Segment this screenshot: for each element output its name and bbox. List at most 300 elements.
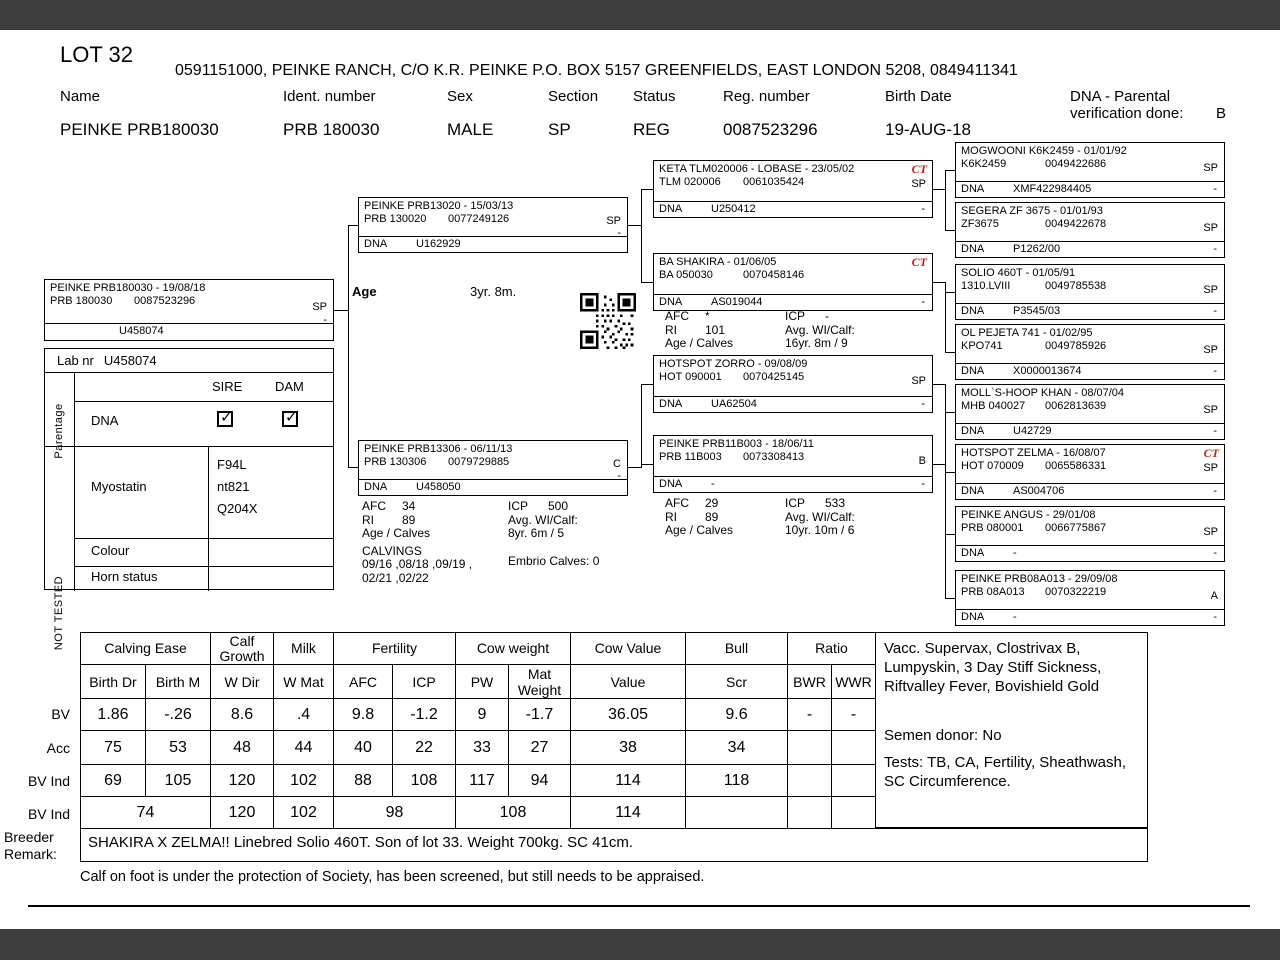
acc-cell: 75 — [81, 731, 146, 765]
dna-label: DNA — [961, 365, 985, 377]
col-header-mat-weight: Mat Weight — [509, 665, 571, 699]
icp-value: 500 — [548, 499, 569, 513]
ri-value: 89 — [705, 509, 719, 524]
pedigree-connector — [945, 292, 955, 293]
field-value-birth: 19-AUG-18 — [885, 120, 971, 139]
sire-column-header: SIRE — [212, 379, 243, 394]
bv-ind-merged-cell: 120 — [211, 797, 274, 829]
breeder-address: 0591151000, PEINKE RANCH, C/O K.R. PEINKE P.O. BOX 5157 GREENFIELDS, EAST LONDON 5208, 0849411341 — [175, 62, 1018, 79]
bv-ind-cell: 88 — [334, 765, 393, 797]
pedigree-connector — [945, 598, 955, 599]
animal-id: K6K2459 — [961, 158, 1007, 170]
animal-name: OL PEJETA 741 - 01/02/95 — [961, 327, 1093, 339]
dna-value: AS019044 — [711, 296, 763, 308]
pedigree-connector — [945, 384, 946, 473]
dash: - — [323, 314, 327, 326]
stats-dam-right — [508, 500, 599, 568]
parentage-vertical-label: Parentage — [53, 403, 65, 459]
animal-id: HOT 070009 — [961, 460, 1024, 472]
acc-cell — [832, 731, 876, 765]
avg-wi-calf-label: Avg. WI/Calf: — [508, 512, 578, 527]
pedigree-box-gg-08a013 — [955, 570, 1225, 626]
pedigree-connector — [641, 384, 642, 468]
calvings-dates-1: 09/16 ,08/18 ,09/19 , — [362, 557, 473, 571]
bv-ind-cell — [788, 765, 832, 797]
field-label-name: Name — [60, 88, 101, 105]
col-header-w-dir: W Dir — [211, 665, 274, 699]
animal-reg-number: 0065586331 — [1045, 460, 1107, 472]
lab-number: U458074 — [119, 325, 164, 337]
lot-number: LOT 32 — [60, 42, 133, 67]
dash: - — [1213, 243, 1217, 255]
col-header-w-mat: W Mat — [274, 665, 334, 699]
ri-value: 101 — [705, 322, 726, 337]
animal-name: SEGERA ZF 3675 - 01/01/93 — [961, 205, 1103, 217]
bv-ind-merged-cell: 98 — [334, 797, 456, 829]
age-value: 3yr. 8m. — [470, 284, 517, 299]
bv-cell: -1.2 — [393, 699, 456, 731]
animal-id: PRB 130020 — [364, 213, 427, 225]
col-header-pw: PW — [456, 665, 509, 699]
animal-reg-number: 0079729885 — [448, 456, 510, 468]
animal-name: HOTSPOT ZORRO - 09/08/09 — [659, 358, 808, 370]
animal-id: KPO741 — [961, 340, 1003, 352]
pedigree-box-gg-mogwooni — [955, 142, 1225, 198]
animal-id: HOT 090001 — [659, 371, 722, 383]
dna-value: U42729 — [1013, 425, 1052, 437]
animal-id: MHB 040027 — [961, 400, 1026, 412]
dash: - — [617, 227, 621, 239]
animal-id: 1310.LVIII — [961, 280, 1011, 292]
dash: - — [1213, 183, 1217, 195]
breeder-remark-box — [80, 828, 1148, 862]
pedigree-box-gp-shakira — [653, 253, 933, 311]
dam-dna-checkbox — [282, 411, 298, 427]
dash: - — [921, 478, 925, 490]
afc-label: AFC — [362, 499, 386, 513]
afc-value: 29 — [705, 496, 719, 510]
field-label-section: Section — [548, 88, 599, 105]
bv-cell: -1.7 — [509, 699, 571, 731]
dash: - — [921, 398, 925, 410]
section-badge: C — [613, 458, 621, 470]
bv-cell: 8.6 — [211, 699, 274, 731]
pedigree-connector — [945, 472, 955, 473]
society-logo-icon: CT — [1203, 446, 1219, 460]
col-header-afc: AFC — [334, 665, 393, 699]
notes-panel — [875, 632, 1148, 828]
dna-value: X0000013674 — [1013, 365, 1082, 377]
animal-name: HOTSPOT ZELMA - 16/08/07 — [961, 447, 1106, 459]
pedigree-connector — [641, 189, 642, 283]
col-header-value: Value — [571, 665, 686, 699]
dna-label: DNA — [659, 478, 683, 490]
pedigree-connector — [628, 225, 642, 226]
animal-name: SOLIO 460T - 01/05/91 — [961, 267, 1076, 279]
animal-id: PRB 180030 — [50, 295, 113, 307]
col-header-wwr: WWR — [832, 665, 876, 699]
dash: - — [1213, 305, 1217, 317]
dna-row — [654, 476, 932, 492]
bv-ind-cell: 94 — [509, 765, 571, 797]
bv-ind-merged-cell: 74 — [81, 797, 211, 829]
dna-value: UA62504 — [711, 398, 757, 410]
calvings-dates-2: 02/21 ,02/22 — [362, 570, 429, 585]
divider — [75, 566, 333, 567]
tests-text: Tests: TB, CA, Fertility, Sheathwash, SC Circumference. — [884, 754, 1127, 790]
ri-label: RI — [665, 509, 677, 524]
section-badge: SP — [312, 301, 327, 313]
bv-cell: 9 — [456, 699, 509, 731]
pedigree-connector — [945, 170, 955, 171]
dna-row — [956, 545, 1224, 561]
breeding-values-table — [80, 632, 876, 829]
animal-name: BA SHAKIRA - 01/06/05 — [659, 256, 777, 268]
dna-label: DNA — [961, 485, 985, 497]
bv-cell: 9.8 — [334, 699, 393, 731]
section-badge: SP — [1203, 162, 1218, 174]
dna-row — [956, 241, 1224, 257]
society-logo-icon: CT — [911, 255, 927, 269]
top-dark-bar — [0, 0, 1280, 30]
section-badge: SP — [1203, 284, 1218, 296]
col-header-birth-dr: Birth Dr — [81, 665, 146, 699]
group-header-ratio: Ratio — [788, 633, 876, 665]
dna-test-label: DNA — [91, 413, 119, 428]
dna-label: DNA — [659, 203, 683, 215]
dna-label: DNA — [961, 305, 985, 317]
section-badge: SP — [1203, 344, 1218, 356]
acc-cell: 22 — [393, 731, 456, 765]
pedigree-box-sire — [358, 197, 628, 253]
dam-column-header: DAM — [275, 379, 304, 394]
dna-row — [654, 396, 932, 412]
animal-name: PEINKE PRB11B003 - 18/06/11 — [659, 438, 814, 450]
animal-name: PEINKE PRB08A013 - 29/09/08 — [961, 573, 1118, 585]
society-protection-note: Calf on foot is under the protection of Society, has been screened, but still needs to be appraised. — [80, 869, 705, 885]
row-label-bv-ind-1: BV Ind — [27, 773, 70, 789]
dna-value: XMF422984405 — [1013, 183, 1092, 195]
ri-value: 89 — [402, 512, 416, 527]
acc-cell: 27 — [509, 731, 571, 765]
animal-reg-number: 0070425145 — [743, 371, 805, 383]
icp-value: - — [825, 309, 829, 323]
pedigree-connector — [641, 464, 653, 465]
bv-ind-cell: 120 — [211, 765, 274, 797]
dna-label: DNA — [659, 296, 683, 308]
age-label: Age — [352, 284, 377, 299]
dna-value: - — [1013, 611, 1017, 623]
avg-wi-calf-value: 16yr. 8m / 9 — [785, 336, 848, 350]
animal-reg-number: 0070322219 — [1045, 586, 1107, 598]
parentage-strip — [45, 373, 75, 459]
breeder-remark-label-line2: Remark: — [4, 846, 57, 862]
animal-reg-number: 0062813639 — [1045, 400, 1107, 412]
myostatin-label: Myostatin — [91, 479, 147, 494]
bv-ind-cell: 118 — [686, 765, 788, 797]
group-header-cow-value: Cow Value — [571, 633, 686, 665]
bv-ind-empty-cell — [686, 797, 788, 829]
group-header-calf-growth: Calf Growth — [211, 633, 274, 665]
pedigree-box-gp-zorro — [653, 355, 933, 413]
col-header-birth-m: Birth M — [146, 665, 211, 699]
dna-value: AS004706 — [1013, 485, 1065, 497]
bv-ind-cell: 114 — [571, 765, 686, 797]
field-label-status: Status — [633, 88, 676, 105]
bv-cell: - — [832, 699, 876, 731]
society-logo-icon: CT — [911, 162, 927, 176]
animal-id: TLM 020006 — [659, 176, 721, 188]
section-badge: A — [1210, 590, 1218, 602]
bv-ind-cell: 108 — [393, 765, 456, 797]
vaccination-text: Vacc. Supervax, Clostrivax B, Lumpyskin, 3 Day Stiff Sickness, Riftvalley Fever, Bovishield Gold — [884, 640, 1102, 695]
dna-label: DNA — [961, 425, 985, 437]
pedigree-box-gg-solio — [955, 264, 1225, 320]
acc-cell: 38 — [571, 731, 686, 765]
animal-id: PRB 080001 — [961, 522, 1024, 534]
age-calves-label: Age / Calves — [362, 526, 431, 540]
animal-name: PEINKE PRB180030 - 19/08/18 — [50, 282, 206, 294]
divider — [75, 538, 333, 539]
section-badge: B — [918, 455, 926, 467]
pedigree-connector — [334, 310, 349, 311]
check-icon: ✓ — [220, 409, 233, 426]
pedigree-connector — [628, 467, 642, 468]
field-value-sex: MALE — [447, 120, 494, 139]
acc-cell: 48 — [211, 731, 274, 765]
section-badge: SP — [1203, 404, 1218, 416]
field-value-ident: PRB 180030 — [283, 120, 380, 139]
avg-wi-calf-label: Avg. WI/Calf: — [785, 509, 855, 524]
avg-wi-calf-value: 8yr. 6m / 5 — [508, 526, 565, 540]
animal-id: PRB 130306 — [364, 456, 427, 468]
field-label-dna-line2: verification done: — [1070, 105, 1184, 122]
pedigree-connector — [348, 225, 358, 226]
pedigree-box-dam — [358, 440, 628, 496]
stats-shakira-left — [665, 310, 733, 351]
avg-wi-calf-value: 10yr. 10m / 6 — [785, 523, 855, 537]
myostatin-value-3: Q204X — [217, 501, 258, 516]
icp-label: ICP — [785, 309, 806, 323]
animal-id: PRB 11B003 — [659, 451, 722, 463]
dash: - — [617, 470, 621, 482]
section-badge: SP — [1203, 222, 1218, 234]
horn-status-label: Horn status — [91, 569, 158, 584]
row-label-bv: BV — [51, 706, 70, 722]
pedigree-box-gg-ol-pejeta — [955, 324, 1225, 380]
col-header-bwr: BWR — [788, 665, 832, 699]
afc-value: 34 — [402, 499, 416, 513]
divider — [208, 446, 209, 591]
animal-reg-number: 0049785538 — [1045, 280, 1107, 292]
group-header-bull: Bull — [686, 633, 788, 665]
section-badge: SP — [911, 375, 926, 387]
animal-reg-number: 0049422678 — [1045, 218, 1107, 230]
animal-reg-number: 0066775867 — [1045, 522, 1107, 534]
animal-name: KETA TLM020006 - LOBASE - 23/05/02 — [659, 163, 855, 175]
animal-name: PEINKE PRB13306 - 06/11/13 — [364, 443, 513, 455]
bv-cell: 1.86 — [81, 699, 146, 731]
bv-ind-cell: 105 — [146, 765, 211, 797]
myostatin-value-1: F94L — [217, 457, 247, 472]
acc-cell: 40 — [334, 731, 393, 765]
semen-donor-text: Semen donor: No — [884, 727, 1002, 744]
group-header-milk: Milk — [274, 633, 334, 665]
icp-label: ICP — [785, 496, 806, 510]
divider — [75, 401, 333, 402]
dna-value: U162929 — [416, 238, 461, 250]
field-label-dna-line1: DNA - Parental — [1070, 88, 1171, 105]
myostatin-value-2: nt821 — [217, 479, 250, 494]
animal-id: BA 050030 — [659, 269, 713, 281]
col-header-icp: ICP — [393, 665, 456, 699]
pedigree-box-gg-segera — [955, 202, 1225, 258]
dna-label: DNA — [961, 183, 985, 195]
pedigree-box-gg-angus — [955, 506, 1225, 562]
col-header-scr: Scr — [686, 665, 788, 699]
bv-cell: -.26 — [146, 699, 211, 731]
bv-ind-cell: 102 — [274, 765, 334, 797]
pedigree-connector — [641, 189, 653, 190]
animal-name: PEINKE ANGUS - 29/01/08 — [961, 509, 1096, 521]
footer-rule — [28, 905, 1250, 907]
pedigree-connector — [348, 467, 358, 468]
acc-cell: 44 — [274, 731, 334, 765]
section-badge: SP — [911, 178, 926, 190]
bv-ind-empty-cell — [832, 797, 876, 829]
animal-reg-number: 0061035424 — [743, 176, 805, 188]
stats-11b003-right — [785, 497, 855, 538]
lab-number-header — [45, 349, 333, 373]
qr-code — [580, 293, 636, 349]
not-tested-vertical-label: NOT TESTED — [53, 575, 65, 651]
dna-row — [956, 181, 1224, 197]
pedigree-connector — [641, 282, 653, 283]
field-label-sex: Sex — [447, 88, 473, 105]
pedigree-box-gp-keta — [653, 160, 933, 218]
field-value-section: SP — [548, 120, 571, 139]
dna-value: U250412 — [711, 203, 756, 215]
calvings-label: CALVINGS — [362, 543, 422, 558]
stats-shakira-right — [785, 310, 855, 351]
acc-cell — [788, 731, 832, 765]
pedigree-connector — [945, 534, 955, 535]
dna-value: - — [1013, 547, 1017, 559]
animal-name: MOLL`S-HOOP KHAN - 08/07/04 — [961, 387, 1125, 399]
dna-row — [654, 294, 932, 310]
pedigree-connector — [348, 225, 349, 468]
group-header-cow-weight: Cow weight — [456, 633, 571, 665]
animal-reg-number: 0049422686 — [1045, 158, 1107, 170]
dna-label: DNA — [659, 398, 683, 410]
lab-nr-value: U458074 — [103, 353, 157, 368]
animal-reg-number: 0077249126 — [448, 213, 510, 225]
dna-value: P3545/03 — [1013, 305, 1061, 317]
afc-value: * — [705, 309, 710, 323]
dna-value: P1262/00 — [1013, 243, 1061, 255]
dna-label: DNA — [961, 547, 985, 559]
ri-label: RI — [362, 512, 374, 527]
stats-dam-left — [362, 500, 472, 585]
lab-nr-label: Lab nr — [57, 353, 94, 368]
check-icon: ✓ — [285, 409, 298, 426]
dna-value: - — [711, 478, 715, 490]
ri-label: RI — [665, 322, 677, 337]
field-value-status: REG — [633, 120, 670, 139]
breeder-remark-label-line1: Breeder — [4, 829, 54, 845]
dna-row — [359, 236, 627, 252]
dna-row — [956, 303, 1224, 319]
dash: - — [1213, 425, 1217, 437]
bv-ind-merged-cell: 102 — [274, 797, 334, 829]
dna-label: DNA — [364, 238, 388, 250]
dash: - — [1213, 547, 1217, 559]
bottom-dark-bar — [0, 929, 1280, 960]
animal-reg-number: 0087523296 — [134, 295, 196, 307]
dna-label: DNA — [961, 611, 985, 623]
stats-11b003-left — [665, 497, 733, 538]
pedigree-box-animal — [44, 279, 334, 341]
avg-wi-calf-label: Avg. WI/Calf: — [785, 322, 855, 337]
dna-row — [654, 201, 932, 217]
animal-reg-number: 0073308413 — [743, 451, 805, 463]
animal-id: ZF3675 — [961, 218, 999, 230]
pedigree-connector — [945, 412, 955, 413]
icp-value: 533 — [825, 496, 846, 510]
pedigree-connector — [641, 384, 653, 385]
animal-id: PRB 08A013 — [961, 586, 1025, 598]
breeder-remark-text: SHAKIRA X ZELMA!! Linebred Solio 460T. Son of lot 33. Weight 700kg. SC 41cm. — [88, 834, 634, 851]
animal-reg-number: 0049785926 — [1045, 340, 1107, 352]
dash: - — [921, 203, 925, 215]
section-badge: SP — [606, 215, 621, 227]
sire-dna-checkbox — [217, 411, 233, 427]
dash: - — [1213, 365, 1217, 377]
field-value-name: PEINKE PRB180030 — [60, 120, 219, 139]
bv-cell: - — [788, 699, 832, 731]
bv-ind-cell: 117 — [456, 765, 509, 797]
row-label-acc: Acc — [46, 740, 70, 756]
dna-row — [956, 423, 1224, 439]
dna-label: DNA — [961, 243, 985, 255]
pedigree-connector — [945, 352, 955, 353]
bv-cell: 36.05 — [571, 699, 686, 731]
pedigree-box-gg-zelma — [955, 444, 1225, 500]
dna-row — [956, 483, 1224, 499]
colour-label: Colour — [91, 543, 130, 558]
section-badge: SP — [1203, 462, 1218, 474]
dash: - — [1213, 485, 1217, 497]
pedigree-connector — [945, 230, 955, 231]
bv-cell: .4 — [274, 699, 334, 731]
pedigree-box-gp-11b003 — [653, 435, 933, 493]
section-badge: SP — [1203, 526, 1218, 538]
age-calves-label: Age / Calves — [665, 336, 734, 350]
acc-cell: 33 — [456, 731, 509, 765]
bv-ind-merged-cell: 108 — [456, 797, 571, 829]
dash: - — [921, 296, 925, 308]
bv-ind-cell — [832, 765, 876, 797]
field-label-ident: Ident. number — [283, 88, 376, 105]
field-label-reg: Reg. number — [723, 88, 810, 105]
group-header-calving-ease: Calving Ease — [81, 633, 211, 665]
afc-label: AFC — [665, 309, 689, 323]
dna-value: U458050 — [416, 481, 461, 493]
dash: - — [1213, 611, 1217, 623]
icp-label: ICP — [508, 499, 529, 513]
field-value-reg: 0087523296 — [723, 120, 818, 139]
bv-ind-merged-cell: 114 — [571, 797, 686, 829]
